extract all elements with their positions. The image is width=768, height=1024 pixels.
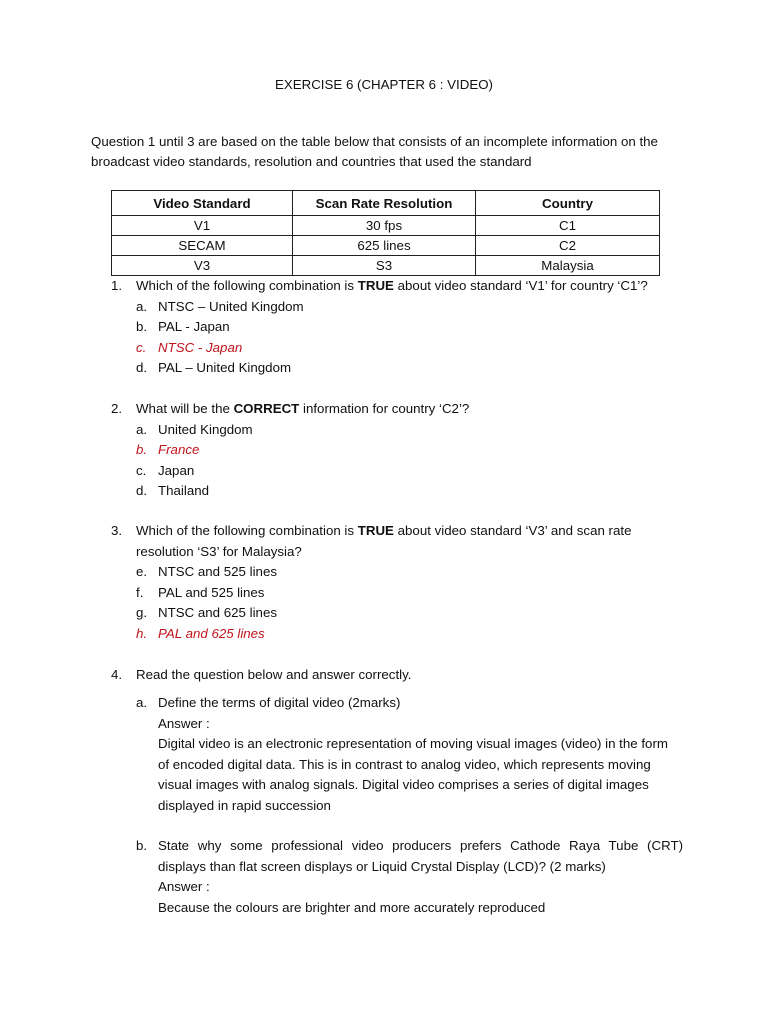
table-cell: Malaysia: [476, 256, 660, 276]
table-cell: C1: [476, 216, 660, 236]
option-letter: b.: [136, 442, 148, 457]
question-text-part: about video standard ‘V1’ for country ‘C1’?: [393, 278, 648, 293]
option-text: Thailand: [158, 483, 210, 498]
table-cell: V3: [112, 256, 293, 276]
option-text: PAL and 625 lines: [158, 625, 265, 641]
sub-question-letter: a.: [136, 695, 148, 710]
question-4a: [111, 693, 711, 816]
sub-question-body: [158, 693, 668, 816]
question-emphasis: TRUE: [357, 523, 394, 538]
option-text: France: [158, 442, 200, 457]
table-cell: C2: [476, 236, 660, 256]
question-emphasis: TRUE: [357, 278, 394, 293]
table-cell: 625 lines: [293, 236, 476, 256]
option-text: NTSC and 525 lines: [158, 564, 277, 579]
table-row: [112, 236, 660, 256]
answer-label: Answer :: [158, 879, 210, 894]
option-e: [136, 562, 711, 583]
sub-question-text: Define the terms of digital video (2marks): [158, 695, 401, 710]
question-emphasis: CORRECT: [233, 401, 300, 416]
question-text: [136, 521, 676, 562]
option-text: NTSC - Japan: [158, 339, 243, 355]
page-title: EXERCISE 6 (CHAPTER 6 : VIDEO): [275, 77, 493, 92]
option-text: NTSC – United Kingdom: [158, 298, 304, 314]
question-text: [136, 399, 711, 420]
question-text-part: Which of the following combination is: [136, 278, 358, 293]
answer-text: Because the colours are brighter and more accurately reproduced: [158, 899, 546, 915]
option-letter: d.: [136, 483, 148, 498]
question-text-part: Which of the following combination is: [136, 523, 358, 538]
option-text: PAL and 525 lines: [158, 584, 265, 600]
option-c: [136, 461, 711, 482]
sub-question-body: [158, 836, 683, 918]
option-c-correct: [136, 338, 711, 359]
option-letter: a.: [136, 421, 148, 437]
question-4: [111, 665, 711, 686]
option-letter: g.: [136, 605, 148, 620]
question-text: [136, 276, 711, 297]
option-h-correct: [136, 624, 711, 645]
table-header-cell: Video Standard: [112, 191, 293, 216]
table-cell: V1: [112, 216, 293, 236]
question-number: 1.: [111, 278, 123, 293]
question-text-part: What will be the: [136, 401, 234, 416]
sub-question-text: State why some professional video producers prefers Cathode Raya Tube (CRT) displays than flat screen displays or Liquid Crystal Display (LCD)? (2 marks): [158, 838, 683, 874]
option-letter: c.: [136, 462, 147, 478]
answer-text: Digital video is an electronic representation of moving visual images (video) in the form of encoded digital data. This is in contrast to analog video, which represents moving visual images with analog signals. Digital video comprises a series of digital images displayed in rapid succession: [158, 736, 668, 813]
question-text: Read the question below and answer correctly.: [136, 667, 412, 682]
option-text: Japan: [158, 462, 195, 478]
question-text-part: about video standard ‘V3’ and scan rate resolution ‘S3’ for Malaysia?: [136, 523, 632, 559]
option-b-correct: [136, 440, 711, 461]
question-text-part: information for country ‘C2’?: [299, 401, 470, 416]
table-header-cell: Country: [476, 191, 660, 216]
option-text: PAL – United Kingdom: [158, 360, 292, 375]
question-number: 2.: [111, 401, 123, 416]
question-1: [111, 276, 711, 379]
sub-question-a: [136, 693, 711, 816]
question-number: 3.: [111, 523, 123, 538]
sub-question-letter: b.: [136, 838, 148, 853]
answer-label: Answer :: [158, 715, 210, 731]
option-letter: c.: [136, 339, 147, 355]
option-text: NTSC and 625 lines: [158, 605, 277, 620]
option-letter: d.: [136, 360, 148, 375]
option-d: [136, 358, 711, 379]
option-letter: e.: [136, 564, 148, 579]
option-letter: a.: [136, 298, 148, 314]
table-header-cell: Scan Rate Resolution: [293, 191, 476, 216]
option-a: [136, 420, 711, 441]
option-letter: h.: [136, 625, 148, 641]
question-2: [111, 399, 711, 502]
table-header-row: [112, 191, 660, 216]
option-g: [136, 603, 711, 624]
option-d: [136, 481, 711, 502]
sub-question-b: [136, 836, 711, 918]
question-number: 4.: [111, 667, 123, 682]
option-letter: b.: [136, 319, 148, 334]
option-b: [136, 317, 711, 338]
table-cell: 30 fps: [293, 216, 476, 236]
intro-paragraph: Question 1 until 3 are based on the table below that consists of an incomplete information on the broadcast video standards, resolution and countries that used the standard: [91, 134, 658, 169]
option-a: [136, 297, 711, 318]
question-4b: [111, 836, 711, 918]
table-cell: S3: [293, 256, 476, 276]
video-standards-table: [111, 190, 660, 276]
option-text: PAL - Japan: [158, 319, 230, 334]
table-row: [112, 216, 660, 236]
table-cell: SECAM: [112, 236, 293, 256]
table-row: [112, 256, 660, 276]
option-text: United Kingdom: [158, 421, 253, 437]
option-f: [136, 583, 711, 604]
question-3: [111, 521, 711, 644]
option-letter: f.: [136, 584, 144, 600]
